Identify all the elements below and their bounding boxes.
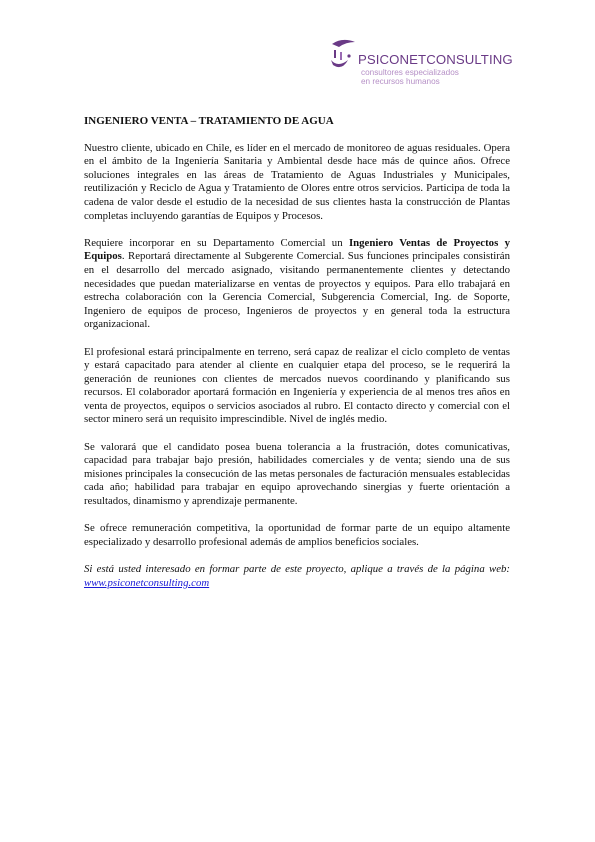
logo-name-part2: CONSULTING	[426, 52, 513, 67]
document-title: INGENIERO VENTA – TRATAMIENTO DE AGUA	[84, 115, 334, 127]
paragraph-company-description: Nuestro cliente, ubicado en Chile, es líder en el mercado de monitoreo de aguas residuales. Opera en el ámbito de la Ingeniería Sanitaria y Ambiental desde hace más de quince años. Ofrece soluciones integrales en las áreas de Tratamiento de Aguas Industriales y Municipales, reutilización y Reciclo de Agua y Tratamiento de Olores entre otros servicios. Participa de toda la cadena de valor desde el estudio de la necesidad de sus clientes hasta la construcción de Plantas completas incluyendo garantías de Equipos y Procesos.	[84, 141, 510, 222]
paragraph-profile: El profesional estará principalmente en terreno, será capaz de realizar el ciclo completo de ventas y estará capacitado para atender al cliente en cualquier etapa del proceso, se le requerirá la generación de reuniones con clientes de mercados nuevos coordinando y planificando sus recursos. El colaborador aportará formación en Ingeniería y experiencia de al menos tres años en venta de proyectos, equipos o servicios asociados al rubro. El contacto directo y comercial con el sector minero será un requisito imprescindible. Nivel de inglés medio.	[84, 345, 510, 426]
company-logo	[328, 38, 518, 88]
logo-name-part1: PSICONET	[358, 52, 427, 67]
p2-text-after: . Reportará directamente al Subgerente Comercial. Sus funciones principales consistirán en el desarrollo del mercado asignado, visitando permanentemente clientes y detectando necesidades que puedan materializarse en ventas de proyectos y equipos. Para ello trabajará en estrecha colaboración con la Gerencia Comercial, Subgerencia Comercial, Ing. de Soporte, Ingeniero de equipos de proceso, Ingenieros de proyectos y en general toda la estructura organizacional.	[84, 250, 510, 331]
document-body	[84, 115, 510, 590]
closing-paragraph	[84, 563, 510, 590]
p2-text-before: Requiere incorporar en su Departamento Comercial un	[84, 236, 349, 249]
website-link[interactable]: www.psiconetconsulting.com	[84, 576, 210, 589]
logo-tagline-line1: consultores especializados	[361, 68, 459, 77]
paragraph-offer: Se ofrece remuneración competitiva, la oportunidad de formar parte de un equipo altamente especializado y desarrollo profesional además de amplios beneficios sociales.	[84, 522, 510, 548]
closing-text: Si está usted interesado en formar parte de este proyecto, aplique a través de la página web:	[84, 563, 510, 575]
paragraph-position-requirements	[84, 237, 510, 332]
p2-position-name: Ingeniero Ventas de Proyectos y Equipos	[84, 236, 510, 263]
logo-mark-icon	[328, 38, 356, 74]
paragraph-valued-skills: Se valorará que el candidato posea buena tolerancia a la frustración, dotes comunicativas, capacidad para trabajar bajo presión, habilidades comerciales y de venta; siendo una de sus misiones principales la consecución de las metas personales de facturación mensuales establecidas cada año; habilidad para trabajar en equipo aprovechando sinergias y fuerte orientación a resultados, dinamismo y aprendizaje permanente.	[84, 440, 510, 508]
logo-tagline-line2: en recursos humanos	[361, 77, 440, 86]
logo-name	[358, 53, 513, 66]
